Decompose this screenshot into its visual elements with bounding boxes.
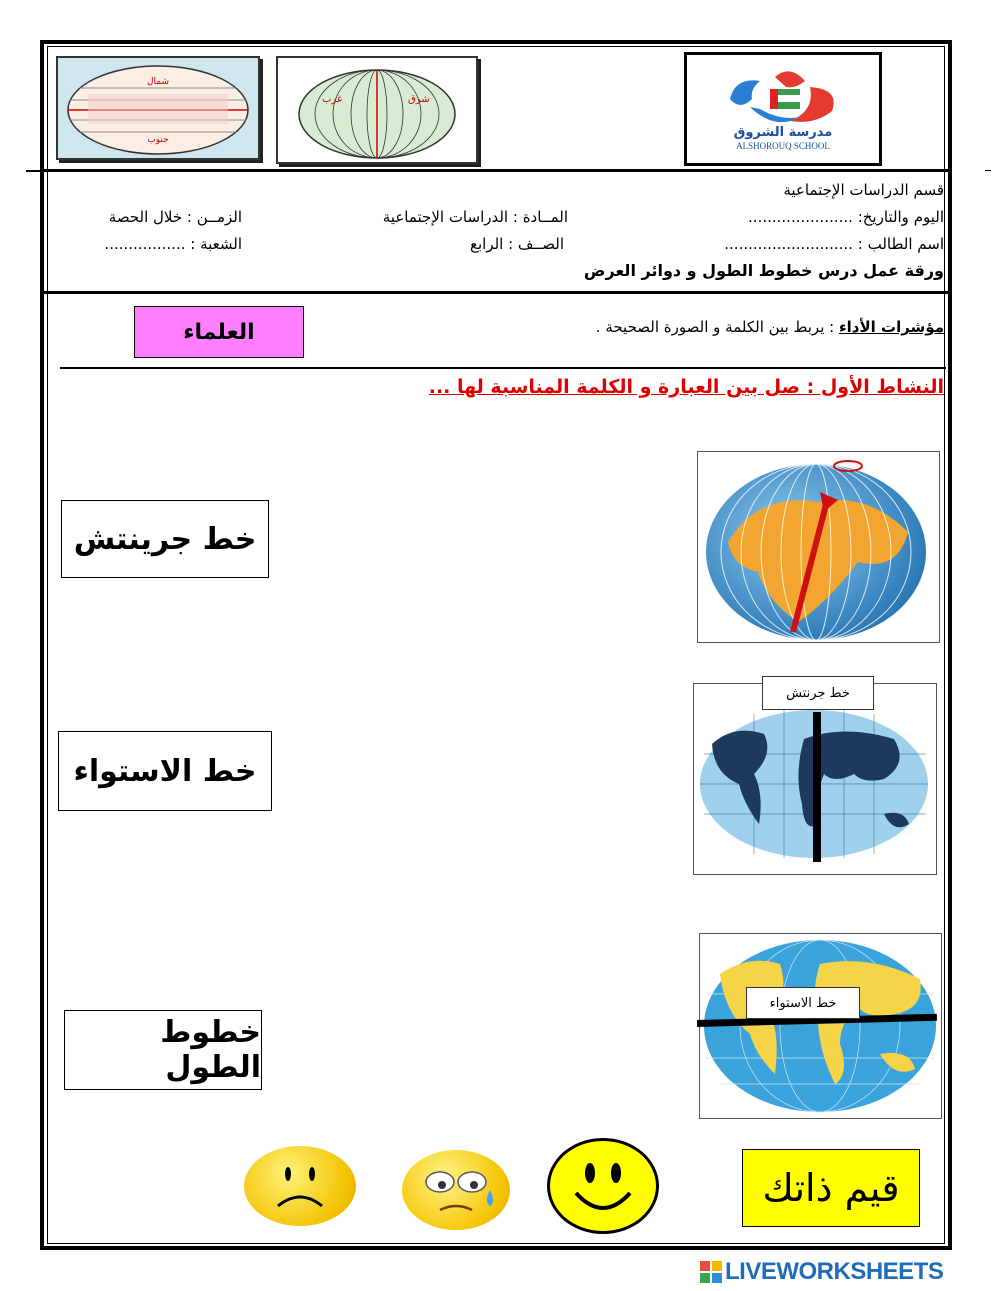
svg-text:شمال: شمال: [146, 77, 170, 87]
self-assess-label: قيم ذاتك: [742, 1149, 920, 1227]
liveworksheets-brand: [700, 1257, 996, 1287]
activity-title: النشاط الأول : صل بين العبارة و الكلمة المناسبة لها ...: [428, 376, 944, 398]
greenwich-map-image[interactable]: [693, 683, 937, 875]
greenwich-map-icon: [694, 684, 936, 874]
liveworksheets-logo-icon: [700, 1261, 722, 1283]
word-box-equator[interactable]: خط الاستواء: [58, 731, 272, 811]
svg-text:جنوب: جنوب: [147, 135, 169, 145]
indicators-divider: [60, 367, 946, 369]
greenwich-caption: خط جرنتش: [762, 676, 874, 710]
student-name-field[interactable]: اسم الطالب : ...........................: [724, 235, 944, 253]
happy-face-icon: [550, 1141, 656, 1231]
indicators-text: : يربط بين الكلمة و الصورة الصحيحة .: [595, 318, 839, 336]
day-date-field[interactable]: اليوم والتاريخ: ......................: [748, 208, 944, 226]
crying-face-option[interactable]: [402, 1150, 510, 1230]
department-label: قسم الدراسات الإجتماعية: [783, 181, 944, 199]
latitude-globe-icon: [58, 58, 258, 158]
school-name-en: ALSHOROUQ SCHOOL: [736, 141, 830, 151]
logo-mark-icon: [690, 59, 876, 129]
equator-caption: خط الاستواء: [746, 987, 860, 1019]
longitude-globe-icon: [278, 58, 476, 162]
indicators-label: مؤشرات الأداء: [838, 318, 944, 336]
longitude-globe-image[interactable]: [697, 451, 940, 643]
latitude-diagram-thumbnail: [56, 56, 260, 160]
subject-label: المــادة : الدراسات الإجتماعية: [382, 208, 568, 226]
time-label: الزمــن : خلال الحصة: [108, 208, 242, 226]
header-divider: [44, 169, 950, 172]
section-field[interactable]: الشعبة : .................: [104, 235, 242, 253]
indicators-row: [596, 318, 944, 336]
word-box-longitudes[interactable]: خطوط الطول: [64, 1010, 262, 1090]
school-name-ar: مدرسة الشروق: [733, 125, 833, 140]
equator-globe-icon: [700, 934, 941, 1118]
svg-text:شرق: شرق: [408, 94, 430, 105]
brand-text: LIVEWORKSHEETS: [725, 1258, 944, 1285]
crying-face-icon: [402, 1150, 510, 1230]
word-box-greenwich[interactable]: خط جرينتش: [61, 500, 269, 578]
svg-text:غرب: غرب: [322, 94, 343, 105]
info-divider: [44, 291, 950, 294]
longitude-diagram-thumbnail: [276, 56, 478, 164]
worksheet-title: ورقة عمل درس خطوط الطول و دوائر العرض: [583, 261, 944, 280]
level-badge: العلماء: [134, 306, 304, 358]
equator-globe-image[interactable]: [699, 933, 942, 1119]
class-label: الصــف : الرابع: [470, 235, 564, 253]
margin-tick-right: [985, 170, 991, 171]
school-logo: [684, 52, 882, 166]
sad-face-option[interactable]: [244, 1146, 356, 1226]
happy-face-option[interactable]: [547, 1138, 659, 1234]
longitude-globe-icon: [698, 452, 939, 642]
sad-face-icon: [244, 1146, 356, 1226]
